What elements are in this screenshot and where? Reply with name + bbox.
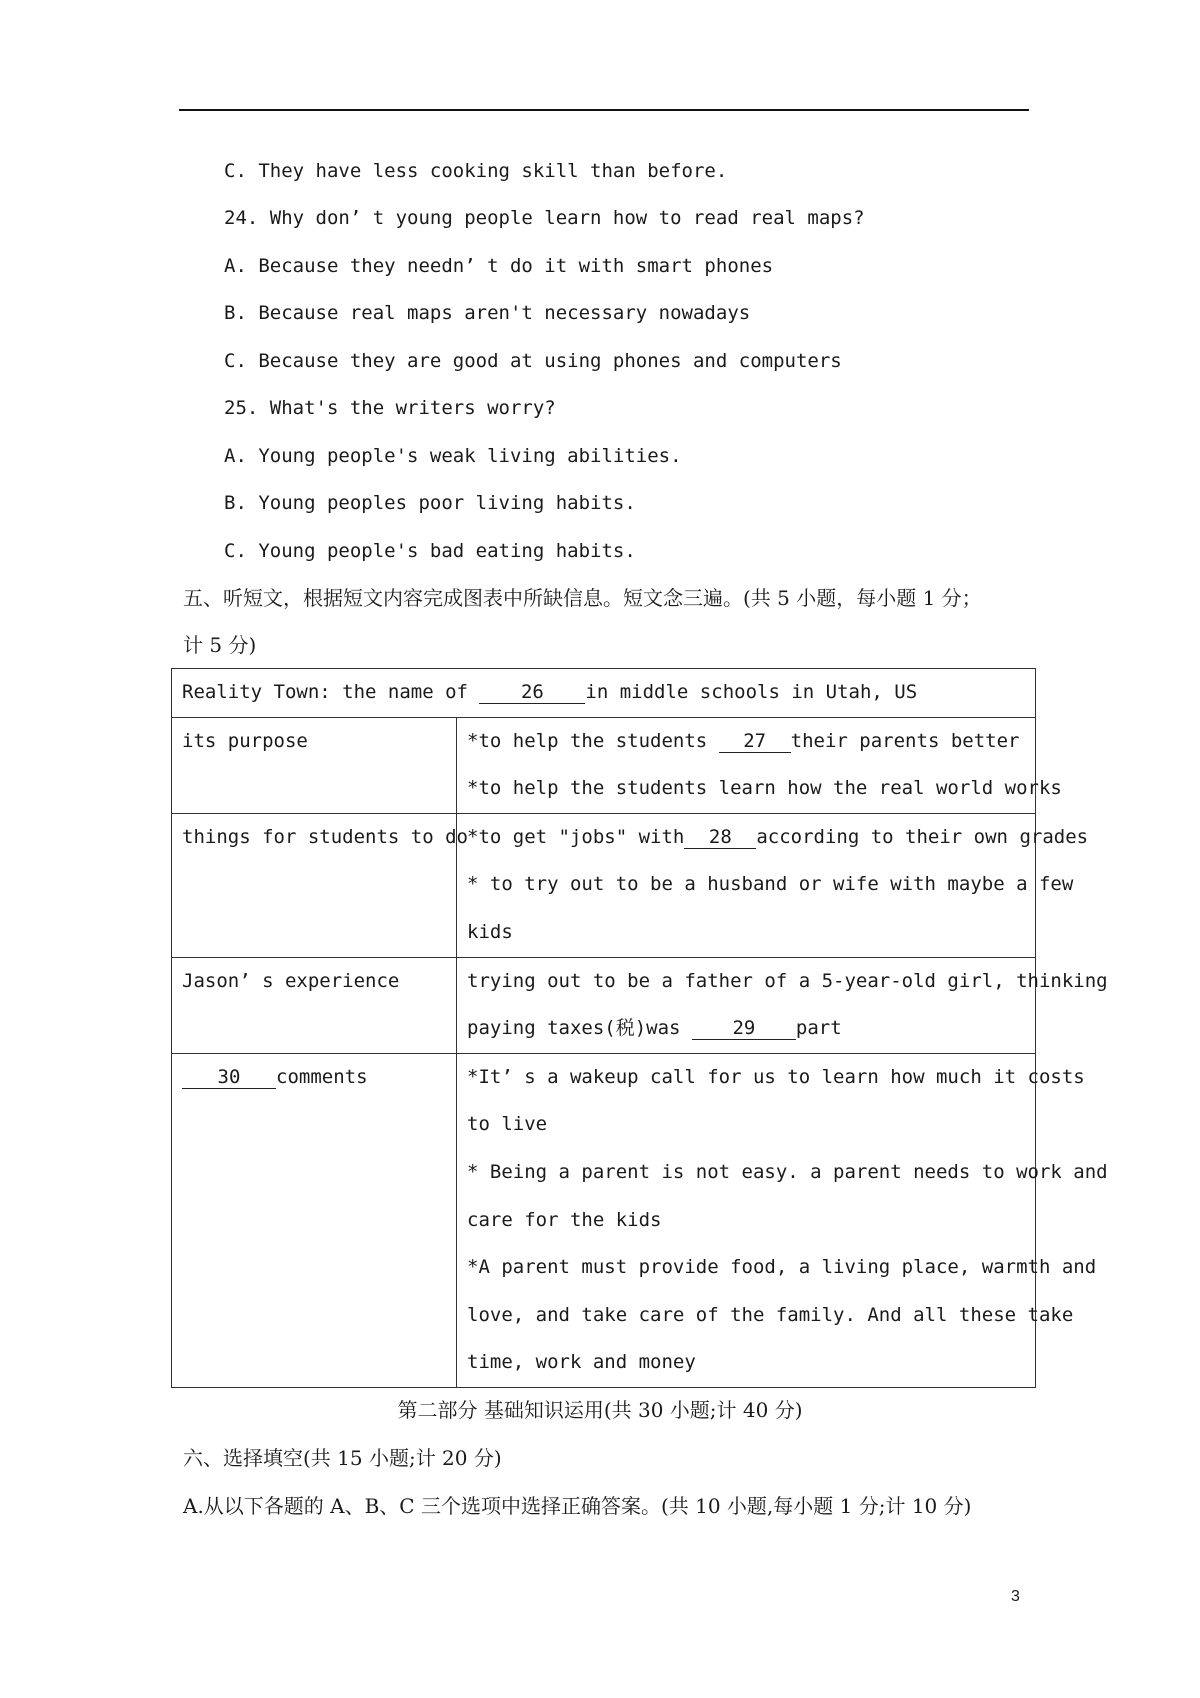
header-rule (179, 109, 1029, 111)
comments-line3: * Being a parent is not easy. a parent needs to work and (467, 1160, 1108, 1183)
q23-option-c: C. They have less cooking skill than before. (224, 160, 728, 182)
blank-28: 28 (684, 826, 756, 849)
table-row-header (172, 669, 1036, 718)
header-text: Reality Town: the name of (182, 681, 480, 703)
table-row-things (172, 813, 1036, 957)
table-row-jason (172, 957, 1036, 1053)
q24-option-c: C. Because they are good at using phones and computers (224, 350, 842, 372)
comments-line1: *It’ s a wakeup call for us to learn how much it costs (467, 1065, 1085, 1088)
section6-title: 六、选择填空(共 15 小题;计 20 分) (183, 1446, 502, 1470)
section5-instruction-cont: 计 5 分) (183, 633, 257, 657)
table-row-purpose (172, 717, 1036, 813)
q25-option-c: C. Young people's bad eating habits. (224, 540, 636, 562)
table-header-cell (172, 669, 1036, 718)
page-number: 3 (1011, 1588, 1020, 1605)
comments-line5: *A parent must provide food, a living place, warmth and (467, 1256, 1097, 1279)
q25-option-a: A. Young people's weak living abilities. (224, 445, 682, 467)
table-row-comments (172, 1053, 1036, 1387)
purpose-line1-pre: *to help the students (467, 729, 719, 752)
q25-question: 25. What's the writers worry? (224, 397, 556, 419)
things-line1-pre: *to get "jobs" with (467, 825, 685, 848)
jason-label: Jason’ s experience (172, 957, 457, 1053)
purpose-line1-post: their parents better (790, 729, 1020, 752)
things-line3: kids (467, 920, 513, 943)
things-line1-post: according to their own grades (756, 825, 1089, 848)
info-table (171, 668, 1108, 1388)
part2-title: 第二部分 基础知识运用(共 30 小题;计 40 分) (397, 1398, 803, 1422)
blank-30: 30 (182, 1066, 276, 1089)
blank-27: 27 (719, 730, 791, 753)
q24-option-b: B. Because real maps aren't necessary nowadays (224, 302, 751, 324)
things-label: things for students to do (172, 813, 457, 957)
jason-line1: trying out to be a father of a 5-year-old girl, thinking (467, 969, 1108, 992)
jason-line2-post: part (795, 1017, 842, 1040)
comments-line6: love, and take care of the family. And all these take (467, 1303, 1074, 1326)
purpose-label: its purpose (172, 717, 457, 813)
sectionA-instruction: A.从以下各题的 A、B、C 三个选项中选择正确答案。(共 10 小题,每小题 1 分;计 10 分) (183, 1494, 972, 1518)
comments-label-text: comments (276, 1065, 368, 1088)
things-content (457, 813, 1089, 957)
q24-question: 24. Why don’ t young people learn how to read real maps? (224, 207, 865, 229)
comments-line4: care for the kids (467, 1208, 662, 1231)
comments-label (172, 1053, 457, 1387)
purpose-line2: *to help the students learn how the real world works (467, 777, 1062, 800)
comments-line2: to live (467, 1113, 548, 1136)
q24-option-a: A. Because they needn’ t do it with smart phones (224, 255, 774, 277)
comments-line7: time, work and money (467, 1351, 696, 1374)
jason-content (457, 957, 1108, 1053)
blank-29: 29 (692, 1017, 796, 1040)
jason-line2-pre: paying taxes(税)was (467, 1017, 692, 1040)
q25-option-b: B. Young peoples poor living habits. (224, 492, 636, 514)
comments-content (457, 1053, 1108, 1387)
things-line2: * to try out to be a husband or wife with maybe a few (467, 873, 1074, 896)
section5-instruction: 五、听短文，根据短文内容完成图表中所缺信息。短文念三遍。(共 5 小题，每小题 1 分； (183, 586, 982, 610)
purpose-content (457, 717, 1062, 813)
blank-26: 26 (479, 681, 585, 704)
header-text-post: in middle schools in Utah, US (585, 681, 918, 703)
